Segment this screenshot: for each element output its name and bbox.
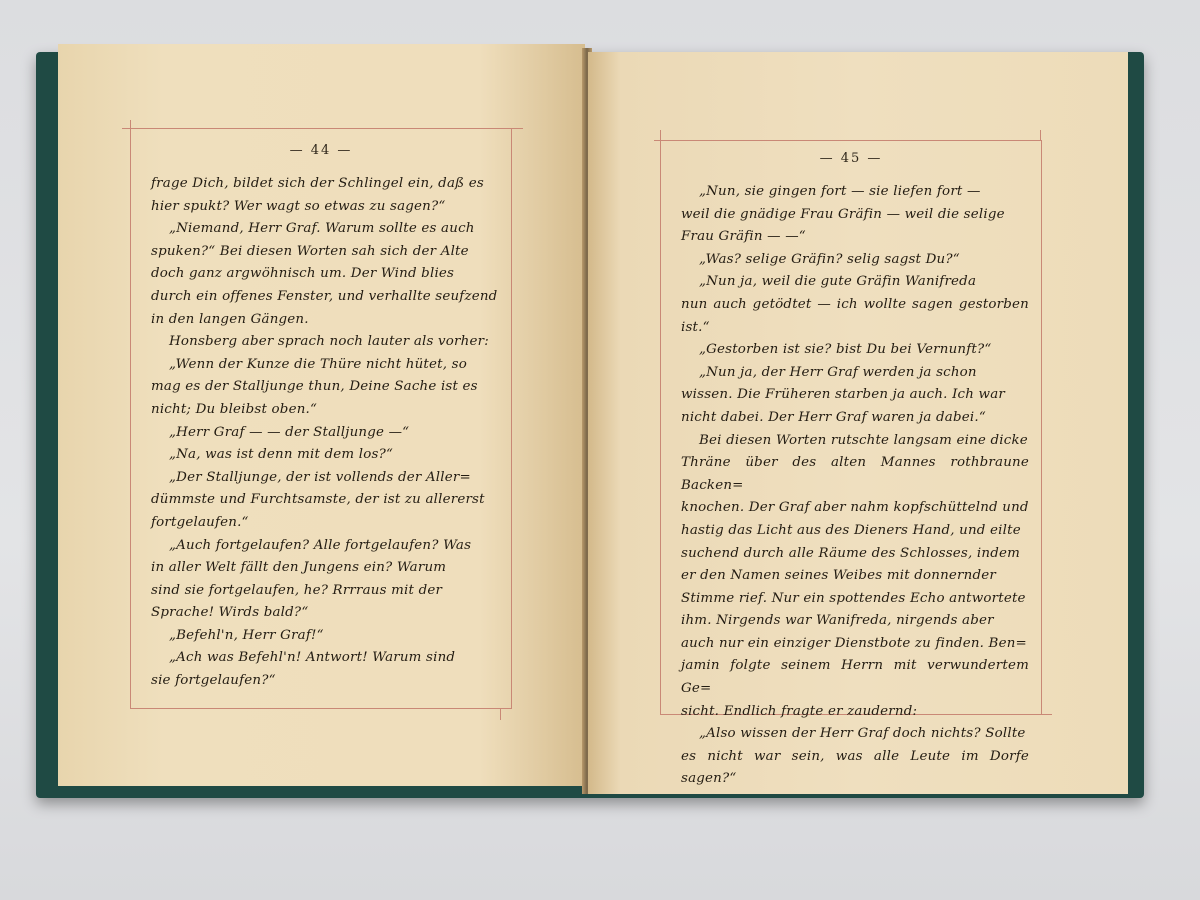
text-line: „Nun ja, der Herr Graf werden ja schon [699,364,977,380]
text-line: sicht. Endlich fragte er zaudernd: [681,703,918,719]
text-line: knochen. Der Graf aber nahm kopfschüttelnd und [681,500,1029,516]
text-line: nicht dabei. Der Herr Graf waren ja dabei.“ [681,409,986,425]
text-line: „Niemand, Herr Graf. Warum sollte es auch [169,221,475,237]
text-line: Bei diesen Worten rutschte langsam eine dicke [699,432,1028,448]
text-line: „Herr Graf — — der Stalljunge —“ [169,424,410,440]
text-line: suchend durch alle Räume des Schlosses, indem [681,545,1020,561]
frame-corner [1040,130,1041,140]
text-line: „Nun ja, weil die gute Gräfin Wanifreda [699,274,977,290]
text-line: Thräne über des alten Mannes rothbraune Backen= [681,455,1029,493]
text-line: nun auch getödtet — ich wollte sagen gestorben ist.“ [681,296,1029,335]
text-line: jamin folgte seinem Herrn mit verwundertem Ge= [681,658,1029,697]
text-line: „Auch fortgelaufen? Alle fortgelaufen? Was [169,537,472,553]
text-line: „Ach was Befehl'n! Antwort! Warum sind [169,650,456,666]
left-page-frame [130,128,512,709]
text-line: hastig das Licht aus des Dieners Hand, und eilte [681,522,1021,538]
page-text [151,173,499,693]
page-number: — 44 — [289,143,353,158]
frame-corner [654,140,662,141]
left-page [58,44,585,786]
text-line: „Also wissen der Herr Graf doch nichts? Sollte [699,726,1026,742]
text-line: „Befehl'n, Herr Graf!“ [169,627,324,643]
text-line: dümmste und Furchtsamste, der ist zu allererst [151,492,485,508]
frame-corner [500,708,501,720]
text-line: „Wenn der Kunze die Thüre nicht hütet, so [169,356,467,372]
text-line: auch nur ein einziger Dienstbote zu finden. Ben= [681,635,1027,651]
text-line: durch ein offenes Fenster, und verhallte seufzend [151,288,498,304]
text-line: hier spukt? Wer wagt so etwas zu sagen?“ [151,198,446,214]
text-line: „Der Stalljunge, der ist vollends der Aller= [169,469,471,485]
text-line: es nicht war sein, was alle Leute im Dorfe sagen?“ [681,748,1029,787]
right-page [588,52,1128,794]
frame-corner [122,128,132,129]
right-page-frame [660,140,1042,787]
frame-corner [511,128,523,129]
text-line: „Was? selige Gräfin? selig sagst Du?“ [699,251,960,267]
text-line: in den langen Gängen. [151,311,309,327]
frame-corner [660,130,661,140]
text-line: Frau Gräfin — —“ [681,229,806,245]
text-line: nicht; Du bleibst oben.“ [151,401,318,417]
text-line: „Na, was ist denn mit dem los?“ [169,447,394,463]
frame-corner [1040,714,1052,715]
text-line: mag es der Stalljunge thun, Deine Sache ist es [151,379,478,395]
text-line: Honsberg aber sprach noch lauter als vorher: [169,334,489,350]
text-line: „Gestorben ist sie? bist Du bei Vernunft?“ [699,342,992,358]
page-text [681,181,1029,791]
text-line: spuken?“ Bei diesen Worten sah sich der Alte [151,243,469,259]
text-line: in aller Welt fällt den Jungens ein? Warum [151,560,447,576]
text-line: doch ganz argwöhnisch um. Der Wind blies [151,266,455,282]
text-line: frage Dich, bildet sich der Schlingel ein, daß es [151,176,484,191]
text-line: „Nun, sie gingen fort — sie liefen fort — [699,184,981,199]
text-line: fortgelaufen.“ [151,514,249,530]
text-line: er den Namen seines Weibes mit donnernder [681,568,996,584]
text-line: Sprache! Wirds bald?“ [151,605,309,621]
text-line: wissen. Die Früheren starben ja auch. Ich war [681,387,1005,403]
text-line: sind sie fortgelaufen, he? Rrrraus mit der [151,582,443,598]
text-line: weil die gnädige Frau Gräfin — weil die selige [681,206,1005,222]
text-line: sie fortgelaufen?“ [151,673,276,689]
text-line: ihm. Nirgends war Wanifreda, nirgends aber [681,613,994,629]
text-line: Stimme rief. Nur ein spottendes Echo antwortete [681,590,1026,606]
page-number: — 45 — [819,151,883,166]
